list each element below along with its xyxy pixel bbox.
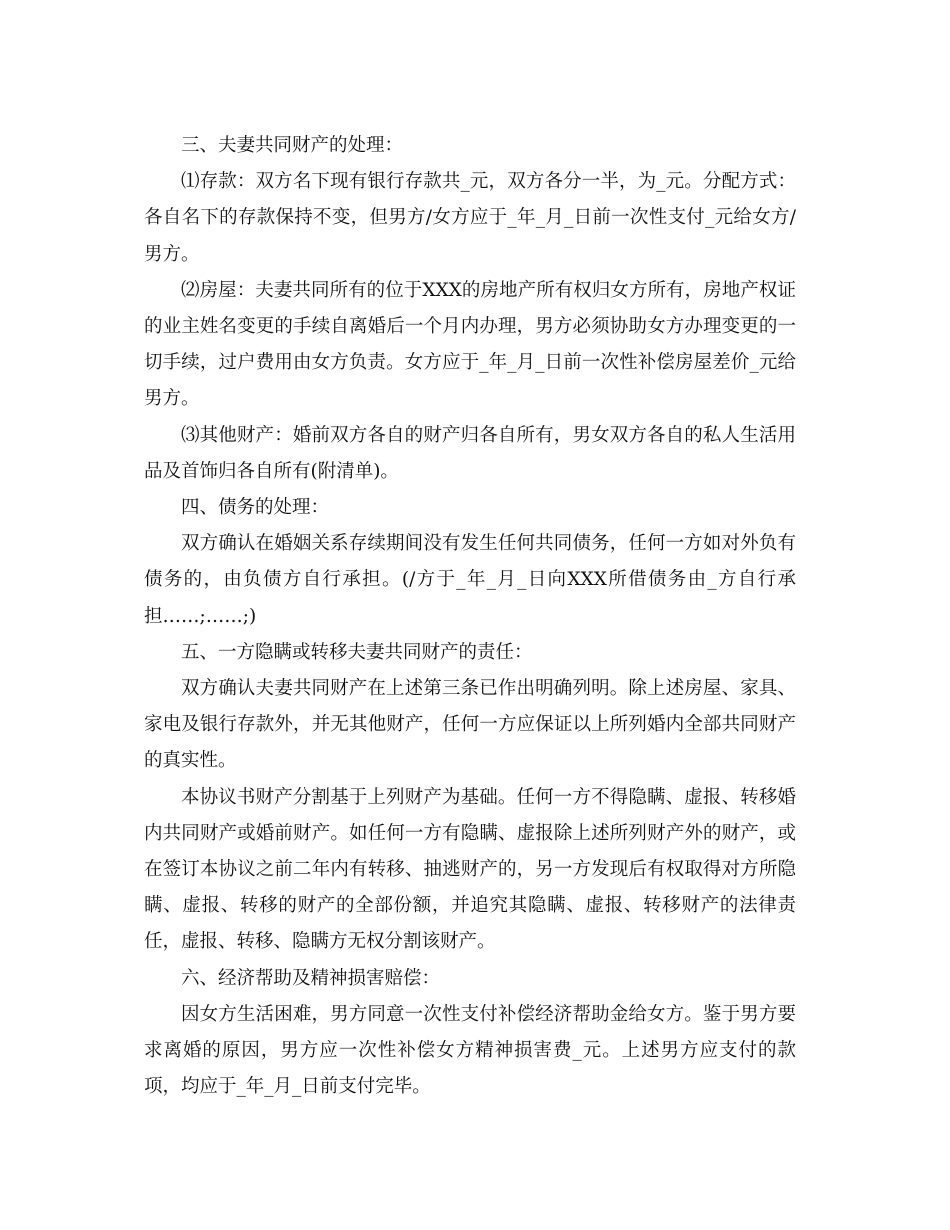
section-6-heading: 六、经济帮助及精神损害赔偿： <box>181 967 441 989</box>
document-body <box>144 128 796 1105</box>
section-4-heading: 四、债务的处理： <box>181 497 330 519</box>
section-5-heading: 五、一方隐瞒或转移夫妻共同财产的责任： <box>181 641 533 663</box>
debt-paragraph: 双方确认在婚姻关系存续期间没有发生任何共同债务，任何一方如对外负有债务的，由负债方自行承担。(/方于_年_月_日向XXX所借债务由_方自行承担……;……;) <box>144 533 796 627</box>
concealment-paragraph: 本协议书财产分割基于上列财产为基础。任何一方不得隐瞒、虚报、转移婚内共同财产或婚前财产。如任何一方有隐瞒、虚报除上述所列财产外的财产，或在签订本协议之前二年内有转移、抽逃财产的，另一方发现后有权取得对方所隐瞒、虚报、转移的财产的全部份额，并追究其隐瞒、虚报、转移财产的法律责任，虚报、转移、隐瞒方无权分割该财产。 <box>144 786 796 953</box>
other-property-paragraph: ⑶其他财产：婚前双方各自的财产归各自所有，男女双方各自的私人生活用品及首饰归各自所有(附清单)。 <box>144 424 796 482</box>
compensation-paragraph: 因女方生活困难，男方同意一次性支付补偿经济帮助金给女方。鉴于男方要求离婚的原因，男方应一次性补偿女方精神损害费_元。上述男方应支付的款项，均应于_年_月_日前支付完毕。 <box>144 1003 796 1098</box>
property-confirmation-paragraph: 双方确认夫妻共同财产在上述第三条已作出明确列明。除上述房屋、家具、家电及银行存款外，并无其他财产，任何一方应保证以上所列婚内全部共同财产的真实性。 <box>144 678 796 772</box>
section-3-heading: 三、夫妻共同财产的处理： <box>181 135 404 156</box>
house-paragraph: ⑵房屋：夫妻共同所有的位于XXX的房地产所有权归女方所有，房地产权证的业主姓名变更的手续自离婚后一个月内办理，男方必须协助女方办理变更的一切手续，过户费用由女方负责。女方应于_年_月_日前一次性补偿房屋差价_元给男方。 <box>144 279 796 410</box>
deposits-paragraph: ⑴存款：双方名下现有银行存款共_元，双方各分一半，为_元。分配方式：各自名下的存款保持不变，但男方/女方应于_年_月_日前一次性支付_元给女方/男方。 <box>144 171 796 265</box>
